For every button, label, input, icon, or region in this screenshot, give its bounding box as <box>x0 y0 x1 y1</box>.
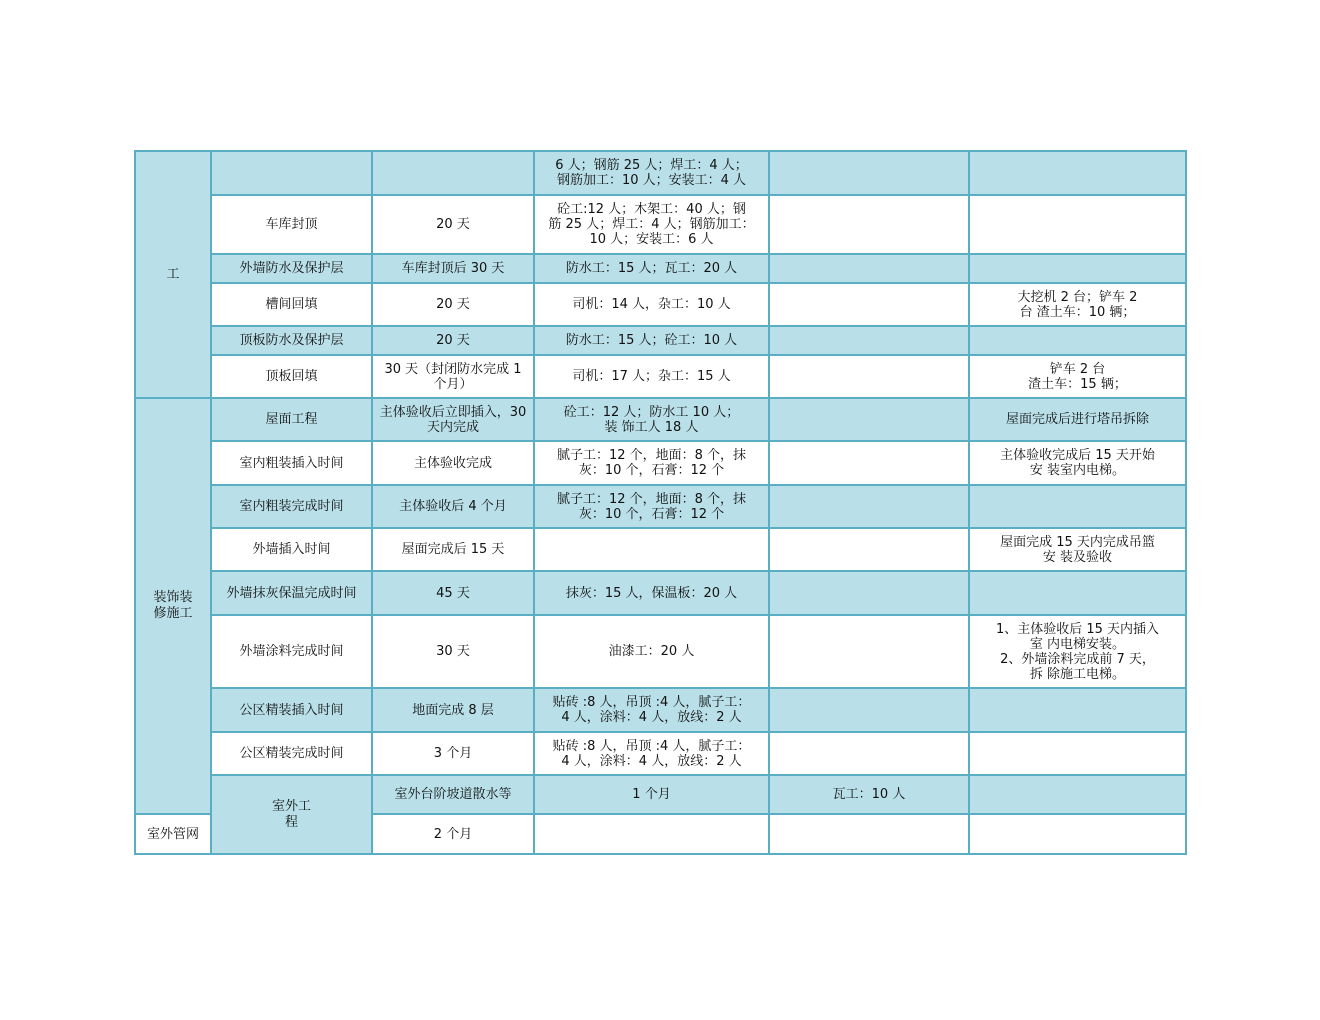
labor-cell <box>534 814 769 854</box>
category-cell-construction: 工 <box>135 151 211 398</box>
time-cell: 20 天 <box>372 195 534 254</box>
equipment-cell <box>769 615 969 688</box>
table-row <box>135 441 1186 485</box>
table-row <box>135 732 1186 775</box>
labor-cell: 司机：14 人，杂工：10 人 <box>534 283 769 326</box>
labor-cell: 砼工：12 人；防水工 10 人； 装 饰工人 18 人 <box>534 398 769 441</box>
time-cell: 车库封顶后 30 天 <box>372 254 534 283</box>
note-cell <box>969 326 1186 355</box>
labor-cell: 瓦工：10 人 <box>769 775 969 814</box>
time-cell: 主体验收后立即插入，30 天内完成 <box>372 398 534 441</box>
labor-cell: 砼工:12 人；木架工：40 人；钢 筋 25 人；焊工：4 人；钢筋加工： 10 人；安装工：6 人 <box>534 195 769 254</box>
item-cell: 外墙涂料完成时间 <box>211 615 372 688</box>
item-cell: 外墙插入时间 <box>211 528 372 571</box>
item-cell: 外墙抹灰保温完成时间 <box>211 571 372 615</box>
note-cell <box>969 814 1186 854</box>
labor-cell: 腻子工：12 个，地面：8 个，抹 灰：10 个，石膏：12 个 <box>534 485 769 528</box>
equipment-cell <box>769 195 969 254</box>
item-cell: 室外管网 <box>135 814 211 854</box>
item-cell: 槽间回填 <box>211 283 372 326</box>
labor-cell: 6 人；钢筋 25 人；焊工：4 人； 钢筋加工：10 人；安装工：4 人 <box>534 151 769 195</box>
item-cell: 车库封顶 <box>211 195 372 254</box>
item-cell: 外墙防水及保护层 <box>211 254 372 283</box>
table-row <box>135 326 1186 355</box>
table-row <box>135 283 1186 326</box>
table-row <box>135 615 1186 688</box>
note-cell: 铲车 2 台 渣土车：15 辆； <box>969 355 1186 398</box>
time-cell <box>372 151 534 195</box>
time-cell: 地面完成 8 层 <box>372 688 534 732</box>
category-cell-outdoor: 室外工程 <box>211 775 372 854</box>
table-row <box>135 195 1186 254</box>
note-cell <box>969 254 1186 283</box>
note-cell <box>969 485 1186 528</box>
labor-cell: 防水工：15 人；砼工：10 人 <box>534 326 769 355</box>
table-row <box>135 775 1186 814</box>
note-cell <box>969 195 1186 254</box>
labor-cell: 防水工：15 人；瓦工：20 人 <box>534 254 769 283</box>
equipment-cell <box>969 775 1186 814</box>
equipment-cell <box>769 732 969 775</box>
table-row <box>135 151 1186 195</box>
labor-cell: 腻子工：12 个，地面：8 个，抹 灰：10 个，石膏：12 个 <box>534 441 769 485</box>
note-cell <box>969 571 1186 615</box>
item-cell: 顶板防水及保护层 <box>211 326 372 355</box>
time-cell: 1 个月 <box>534 775 769 814</box>
note-cell <box>969 151 1186 195</box>
time-cell: 30 天 <box>372 615 534 688</box>
table-row <box>135 528 1186 571</box>
construction-schedule-table <box>134 150 1187 855</box>
equipment-cell <box>769 398 969 441</box>
note-cell: 1、主体验收后 15 天内插入 室 内电梯安装。 2、外墙涂料完成前 7 天， 拆 除施工电梯。 <box>969 615 1186 688</box>
item-cell: 公区精装完成时间 <box>211 732 372 775</box>
item-cell: 室内粗装完成时间 <box>211 485 372 528</box>
table-row <box>135 254 1186 283</box>
time-cell: 主体验收后 4 个月 <box>372 485 534 528</box>
table-row <box>135 485 1186 528</box>
equipment-cell <box>769 485 969 528</box>
equipment-cell <box>769 441 969 485</box>
time-cell: 3 个月 <box>372 732 534 775</box>
table-row <box>135 571 1186 615</box>
table-row <box>135 688 1186 732</box>
equipment-cell <box>769 571 969 615</box>
item-cell: 公区精装插入时间 <box>211 688 372 732</box>
note-cell: 主体验收完成后 15 天开始 安 装室内电梯。 <box>969 441 1186 485</box>
time-cell: 2 个月 <box>372 814 534 854</box>
table-row <box>135 398 1186 441</box>
item-cell: 顶板回填 <box>211 355 372 398</box>
note-cell: 屋面完成后进行塔吊拆除 <box>969 398 1186 441</box>
equipment-cell <box>769 254 969 283</box>
time-cell: 45 天 <box>372 571 534 615</box>
item-cell: 室外台阶坡道散水等 <box>372 775 534 814</box>
time-cell: 主体验收完成 <box>372 441 534 485</box>
note-cell: 屋面完成 15 天内完成吊篮 安 装及验收 <box>969 528 1186 571</box>
table-row <box>135 355 1186 398</box>
equipment-cell <box>769 528 969 571</box>
equipment-cell <box>769 326 969 355</box>
equipment-cell <box>769 814 969 854</box>
labor-cell <box>534 528 769 571</box>
category-cell-decoration: 装饰装修施工 <box>135 398 211 814</box>
time-cell: 屋面完成后 15 天 <box>372 528 534 571</box>
note-cell: 大挖机 2 台；铲车 2 台 渣土车：10 辆； <box>969 283 1186 326</box>
equipment-cell <box>769 355 969 398</box>
labor-cell: 贴砖 :8 人，吊顶 :4 人，腻子工： 4 人，涂料：4 人，放线：2 人 <box>534 688 769 732</box>
equipment-cell <box>769 283 969 326</box>
item-cell: 屋面工程 <box>211 398 372 441</box>
item-cell <box>211 151 372 195</box>
labor-cell: 抹灰：15 人，保温板：20 人 <box>534 571 769 615</box>
equipment-cell <box>769 151 969 195</box>
item-cell: 室内粗装插入时间 <box>211 441 372 485</box>
note-cell <box>969 732 1186 775</box>
labor-cell: 贴砖 :8 人，吊顶 :4 人，腻子工： 4 人，涂料：4 人，放线：2 人 <box>534 732 769 775</box>
time-cell: 30 天（封闭防水完成 1 个月） <box>372 355 534 398</box>
time-cell: 20 天 <box>372 326 534 355</box>
labor-cell: 油漆工：20 人 <box>534 615 769 688</box>
note-cell <box>969 688 1186 732</box>
equipment-cell <box>769 688 969 732</box>
labor-cell: 司机：17 人；杂工：15 人 <box>534 355 769 398</box>
time-cell: 20 天 <box>372 283 534 326</box>
